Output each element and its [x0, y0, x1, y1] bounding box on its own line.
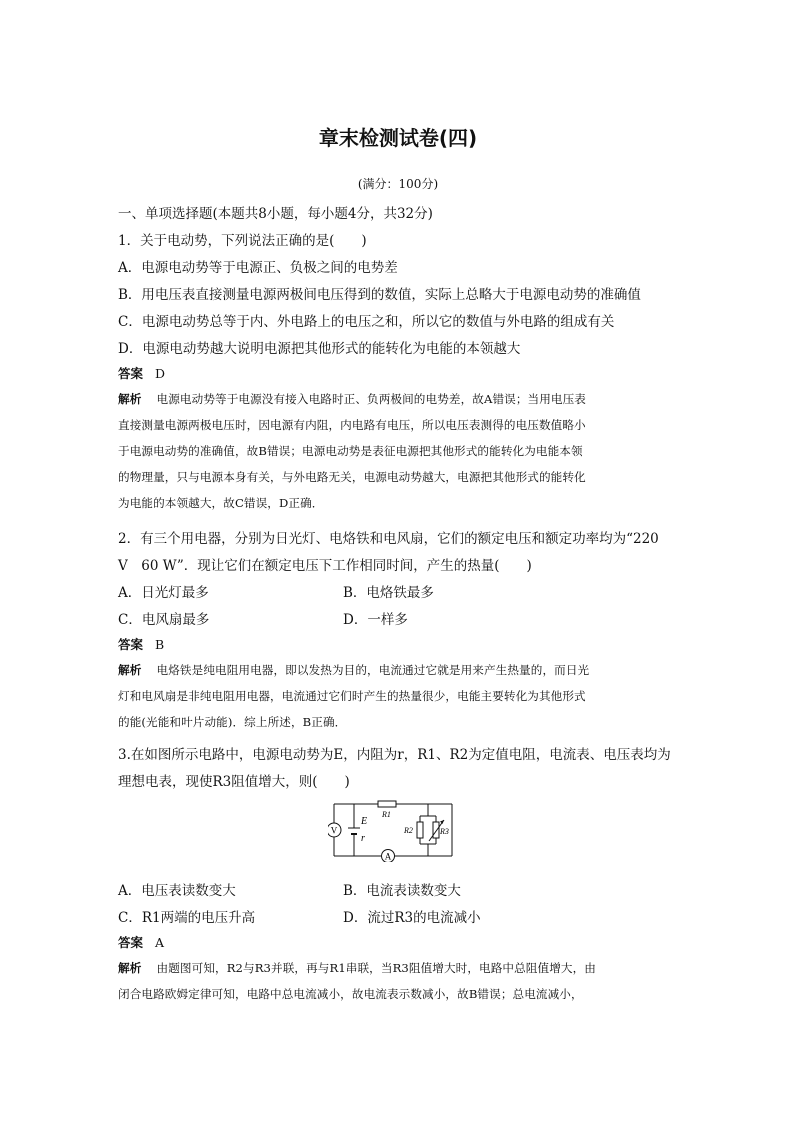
circuit-diagram: [328, 800, 458, 862]
q1-analysis-line: 的物理量，只与电源本身有关，与外电路无关，电源电动势越大，电源把其他形式的能转化: [118, 470, 586, 484]
q2-analysis-line: 的能(光能和叶片动能)．综上所述，B正确．: [118, 715, 347, 729]
ammeter-label: A: [384, 851, 392, 862]
voltmeter-label: V: [330, 825, 338, 836]
q3-option-a: A．电压表读数变大: [118, 883, 236, 899]
q2-option-c: C．电风扇最多: [118, 612, 210, 628]
answer-label: 答案: [118, 637, 144, 652]
q3-answer: [118, 933, 164, 951]
q2-analysis-line: 灯和电风扇是非纯电阻用电器，电流通过它们时产生的热量很少，电能主要转化为其他形式: [118, 689, 586, 703]
answer-label: 答案: [118, 366, 144, 381]
analysis-label: 解析: [118, 392, 142, 406]
r1-label: R1: [382, 810, 391, 819]
q2-option-d: D．一样多: [343, 612, 408, 628]
q1-option-c: C．电源电动势总等于内、外电路上的电压之和，所以它的数值与外电路的组成有关: [118, 314, 615, 330]
q1-option-d: D．电源电动势越大说明电源把其他形式的能转化为电能的本领越大: [118, 341, 521, 357]
q1-option-b: B．用电压表直接测量电源两极间电压得到的数值，实际上总略大于电源电动势的准确值: [118, 287, 641, 303]
resistor-r3: [433, 822, 439, 838]
score-note: (满分：100分): [357, 177, 439, 191]
answer-value: B: [154, 637, 165, 652]
r2-label: R2: [404, 826, 413, 835]
q1-analysis-line: 解析 电源电动势等于电源没有接入电路时正、负两极间的电势差，故A错误；当用电压表: [118, 392, 586, 406]
q3-option-d: D．流过R3的电流减小: [343, 910, 481, 926]
q3-analysis-line: 闭合电路欧姆定律可知，电路中总电流减小，故电流表示数减小，故B错误；总电流减小，: [118, 987, 583, 1001]
r3-label: R3: [440, 827, 449, 836]
answer-value: D: [154, 366, 165, 381]
q1-stem: 1．关于电动势，下列说法正确的是( ): [118, 233, 367, 249]
q2-option-b: B．电烙铁最多: [343, 585, 434, 601]
q1-answer: [118, 364, 165, 382]
internal-resistance-label: r: [361, 833, 365, 844]
q2-answer: [118, 635, 164, 653]
resistor-r1: [378, 801, 396, 807]
q2-stem: 2．有三个用电器，分别为日光灯、电烙铁和电风扇，它们的额定电压和额定功率均为“220: [118, 531, 659, 547]
q2-stem: V 60 W”．现让它们在额定电压下工作相同时间，产生的热量( ): [118, 558, 532, 574]
q2-option-a: A．日光灯最多: [118, 585, 209, 601]
q3-analysis-line: 解析 由题图可知，R2与R3并联，再与R1串联，当R3阻值增大时，电路中总阻值增大，由: [118, 961, 596, 975]
emf-label: E: [361, 816, 368, 827]
q1-analysis-line: 于电源电动势的准确值，故B错误；电源电动势是表征电源把其他形式的能转化为电能本领: [118, 444, 583, 458]
analysis-label: 解析: [118, 663, 142, 677]
answer-label: 答案: [118, 935, 144, 950]
q3-option-c: C．R1两端的电压升高: [118, 910, 256, 926]
q1-option-a: A．电源电动势等于电源正、负极之间的电势差: [118, 260, 398, 276]
analysis-label: 解析: [118, 961, 142, 975]
resistor-r2: [417, 822, 423, 838]
q1-analysis-line: 为电能的本领越大，故C错误，D正确．: [118, 496, 324, 510]
q2-analysis-line: 解析 电烙铁是纯电阻用电器，即以发热为目的，电流通过它就是用来产生热量的，而日光: [118, 663, 590, 677]
q3-stem: 理想电表，现使R3阻值增大，则( ): [118, 774, 350, 790]
answer-value: A: [154, 935, 164, 950]
variable-arrowhead: [440, 820, 444, 824]
q3-stem: 3.在如图所示电路中，电源电动势为E，内阻为r，R1、R2为定值电阻，电流表、电压表均为: [118, 747, 671, 763]
section-heading: 一、单项选择题(本题共8小题，每小题4分，共32分): [118, 206, 433, 222]
q3-option-b: B．电流表读数变大: [343, 883, 461, 899]
q1-analysis-line: 直接测量电源两极电压时，因电源有内阻，内电路有电压，所以电压表测得的电压数值略小: [118, 418, 586, 432]
page-title: 章末检测试卷(四): [318, 126, 478, 150]
